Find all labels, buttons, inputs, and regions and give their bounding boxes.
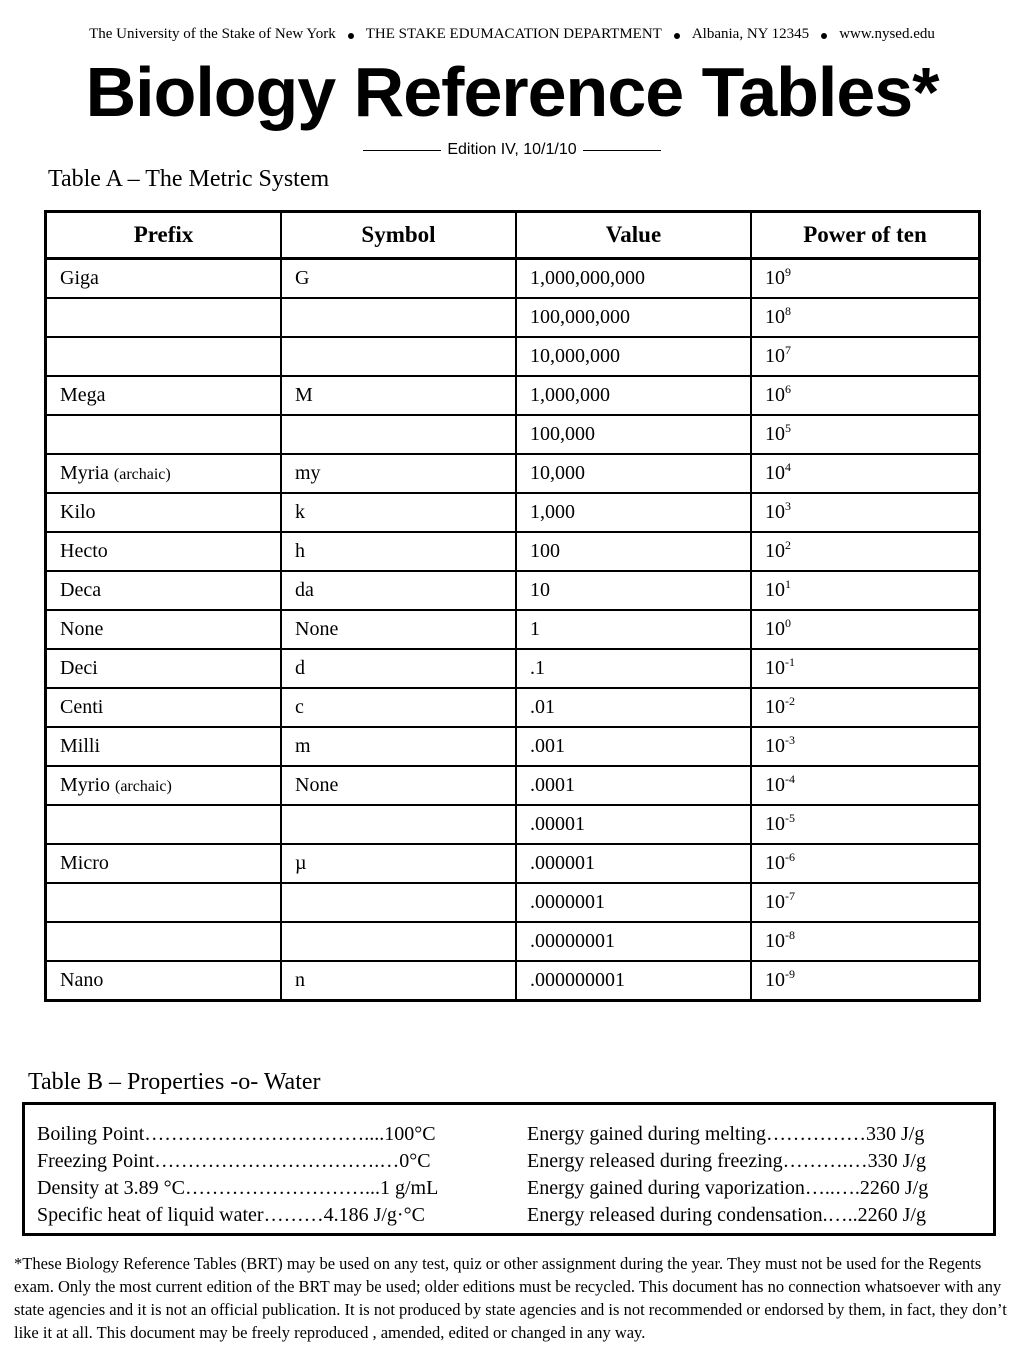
symbol-cell: c (281, 688, 516, 727)
document-header (0, 24, 1024, 44)
power-exponent: 9 (785, 265, 791, 279)
prefix-label: Hecto (60, 540, 108, 562)
divider (583, 150, 661, 151)
symbol-cell: µ (281, 844, 516, 883)
symbol-cell: h (281, 532, 516, 571)
symbol-cell: my (281, 454, 516, 493)
value-cell: .000001 (516, 844, 751, 883)
header-value: Value (516, 212, 751, 259)
prefix-cell (46, 532, 282, 571)
bullet-separator (821, 33, 827, 39)
value-cell: 100 (516, 532, 751, 571)
prefix-cell (46, 415, 282, 454)
prefix-label: None (60, 618, 104, 640)
power-exponent: 5 (785, 421, 791, 435)
symbol-cell (281, 883, 516, 922)
table-row (46, 376, 980, 415)
power-cell (751, 922, 980, 961)
location: Albania, NY 12345 (691, 25, 810, 42)
prefix-cell (46, 571, 282, 610)
prefix-cell (46, 961, 282, 1001)
power-base: 10 (765, 384, 785, 406)
value-cell: .01 (516, 688, 751, 727)
power-base: 10 (765, 969, 785, 991)
power-exponent: 3 (785, 499, 791, 513)
prefix-cell (46, 337, 282, 376)
table-row (46, 883, 980, 922)
symbol-cell: k (281, 493, 516, 532)
department-name: THE STAKE EDUMACATION DEPARTMENT (365, 25, 662, 42)
power-cell (751, 805, 980, 844)
prefix-label: Myrio (60, 774, 110, 796)
power-cell (751, 493, 980, 532)
table-a-title: Table A – The Metric System (48, 166, 330, 192)
symbol-cell: None (281, 766, 516, 805)
power-base: 10 (765, 696, 785, 718)
table-row (46, 688, 980, 727)
power-base: 10 (765, 852, 785, 874)
power-cell (751, 844, 980, 883)
page-title: Biology Reference Tables* (85, 53, 939, 131)
water-properties-box (22, 1102, 996, 1236)
value-cell: 10,000 (516, 454, 751, 493)
value-cell: .00001 (516, 805, 751, 844)
property-row: Density at 3.89 °C………………………...1 g/mL (37, 1177, 439, 1199)
power-exponent: -9 (785, 967, 795, 981)
value-cell: .1 (516, 649, 751, 688)
value-cell: 100,000,000 (516, 298, 751, 337)
prefix-label: Deca (60, 579, 102, 601)
table-row (46, 961, 980, 1001)
power-exponent: -8 (785, 928, 795, 942)
prefix-label: Kilo (60, 501, 96, 523)
prefix-cell (46, 259, 282, 299)
value-cell: .001 (516, 727, 751, 766)
table-row (46, 610, 980, 649)
value-cell: 1,000,000 (516, 376, 751, 415)
power-exponent: 0 (785, 616, 791, 630)
property-row: Specific heat of liquid water………4.186 J/g·°C (37, 1204, 425, 1226)
table-row (46, 493, 980, 532)
power-exponent: -7 (785, 889, 795, 903)
prefix-cell (46, 883, 282, 922)
value-cell: 10 (516, 571, 751, 610)
value-cell: 1 (516, 610, 751, 649)
header-power-of-ten: Power of ten (751, 212, 980, 259)
power-exponent: 1 (785, 577, 791, 591)
prefix-label: Centi (60, 696, 104, 718)
property-row: Energy gained during vaporization…..….2260 J/g (527, 1177, 929, 1199)
power-base: 10 (765, 579, 785, 601)
power-exponent: 2 (785, 538, 791, 552)
prefix-note: (archaic) (115, 778, 172, 795)
bullet-separator (348, 33, 354, 39)
table-header-row (46, 212, 980, 259)
power-base: 10 (765, 930, 785, 952)
water-properties-right (527, 1121, 928, 1229)
prefix-label: Giga (60, 267, 99, 289)
prefix-label: Mega (60, 384, 106, 406)
power-exponent: 6 (785, 382, 791, 396)
symbol-cell: G (281, 259, 516, 299)
table-row (46, 571, 980, 610)
prefix-cell (46, 376, 282, 415)
prefix-note: (archaic) (113, 466, 171, 483)
footnote: *These Biology Reference Tables (BRT) may be used on any test, quiz or other assignment during the year. They must not be used for the Regents exam. Only the most current edition of the BRT may be used; older editions must be recycled. This document has no connection whatsoever with any state agencies and it is not an official publication. It is not produced by state agencies and is not recommended or endorsed by them, in fact, they don’t like it at all. This document may be freely reproduced , amended, edited or changed in any way. (14, 1254, 1007, 1342)
table-row (46, 766, 980, 805)
table-row (46, 337, 980, 376)
power-base: 10 (765, 540, 785, 562)
property-row: Freezing Point…………………………….…0°C (37, 1150, 431, 1172)
water-properties-left (37, 1121, 438, 1229)
prefix-cell (46, 649, 282, 688)
symbol-cell (281, 337, 516, 376)
prefix-cell (46, 610, 282, 649)
symbol-cell: d (281, 649, 516, 688)
bullet-separator (674, 33, 680, 39)
symbol-cell (281, 805, 516, 844)
symbol-cell (281, 415, 516, 454)
symbol-cell: da (281, 571, 516, 610)
prefix-cell (46, 298, 282, 337)
table-b-title: Table B – Properties -o- Water (28, 1069, 321, 1095)
power-cell (751, 532, 980, 571)
property-row: Energy gained during melting……………330 J/g (527, 1123, 925, 1145)
prefix-label: Deci (60, 657, 98, 679)
symbol-cell (281, 922, 516, 961)
symbol-cell: None (281, 610, 516, 649)
power-cell (751, 454, 980, 493)
power-base: 10 (765, 774, 785, 796)
power-exponent: -5 (785, 811, 795, 825)
power-exponent: -1 (785, 655, 795, 669)
table-row (46, 298, 980, 337)
symbol-cell: m (281, 727, 516, 766)
header-symbol: Symbol (281, 212, 516, 259)
prefix-label: Nano (60, 969, 104, 991)
power-base: 10 (765, 462, 785, 484)
symbol-cell: M (281, 376, 516, 415)
property-row: Energy released during condensation.…..2260 J/g (527, 1204, 926, 1226)
prefix-label: Micro (60, 852, 109, 874)
power-cell (751, 649, 980, 688)
power-cell (751, 298, 980, 337)
table-row (46, 922, 980, 961)
power-cell (751, 337, 980, 376)
value-cell: 10,000,000 (516, 337, 751, 376)
prefix-cell (46, 844, 282, 883)
power-exponent: -4 (785, 772, 795, 786)
symbol-cell (281, 298, 516, 337)
power-base: 10 (765, 735, 785, 757)
edition-line (0, 140, 1024, 160)
university-name: The University of the Stake of New York (89, 25, 336, 42)
power-cell (751, 766, 980, 805)
power-cell (751, 961, 980, 1001)
power-base: 10 (765, 345, 785, 367)
value-cell: .000000001 (516, 961, 751, 1001)
power-cell (751, 610, 980, 649)
power-exponent: -6 (785, 850, 795, 864)
prefix-cell (46, 493, 282, 532)
power-base: 10 (765, 891, 785, 913)
value-cell: .00000001 (516, 922, 751, 961)
prefix-cell (46, 766, 282, 805)
property-row: Energy released during freezing……….…330 J/g (527, 1150, 926, 1172)
power-exponent: 7 (785, 343, 791, 357)
power-cell (751, 571, 980, 610)
divider (363, 150, 441, 151)
metric-system-table (44, 210, 981, 1002)
prefix-label: Myria (60, 462, 109, 484)
prefix-cell (46, 454, 282, 493)
table-row (46, 805, 980, 844)
power-cell (751, 883, 980, 922)
power-base: 10 (765, 501, 785, 523)
header-prefix: Prefix (46, 212, 282, 259)
symbol-cell: n (281, 961, 516, 1001)
value-cell: .0001 (516, 766, 751, 805)
value-cell: .0000001 (516, 883, 751, 922)
table-row (46, 454, 980, 493)
value-cell: 1,000,000,000 (516, 259, 751, 299)
edition-label: Edition IV, 10/1/10 (447, 141, 577, 158)
power-cell (751, 688, 980, 727)
power-base: 10 (765, 657, 785, 679)
power-base: 10 (765, 306, 785, 328)
website: www.nysed.edu (839, 25, 935, 42)
prefix-cell (46, 688, 282, 727)
prefix-cell (46, 727, 282, 766)
table-row (46, 259, 980, 299)
power-cell (751, 376, 980, 415)
power-base: 10 (765, 813, 785, 835)
power-exponent: 8 (785, 304, 791, 318)
table-row (46, 415, 980, 454)
power-cell (751, 727, 980, 766)
table-row (46, 649, 980, 688)
prefix-label: Milli (60, 735, 101, 757)
prefix-cell (46, 922, 282, 961)
power-exponent: -2 (785, 694, 795, 708)
power-base: 10 (765, 267, 785, 289)
power-cell (751, 415, 980, 454)
value-cell: 100,000 (516, 415, 751, 454)
table-row (46, 844, 980, 883)
power-exponent: -3 (785, 733, 795, 747)
power-cell (751, 259, 980, 299)
power-base: 10 (765, 423, 785, 445)
power-exponent: 4 (785, 460, 791, 474)
value-cell: 1,000 (516, 493, 751, 532)
table-row (46, 532, 980, 571)
prefix-cell (46, 805, 282, 844)
property-row: Boiling Point……………………………....100°C (37, 1123, 436, 1145)
table-row (46, 727, 980, 766)
power-base: 10 (765, 618, 785, 640)
